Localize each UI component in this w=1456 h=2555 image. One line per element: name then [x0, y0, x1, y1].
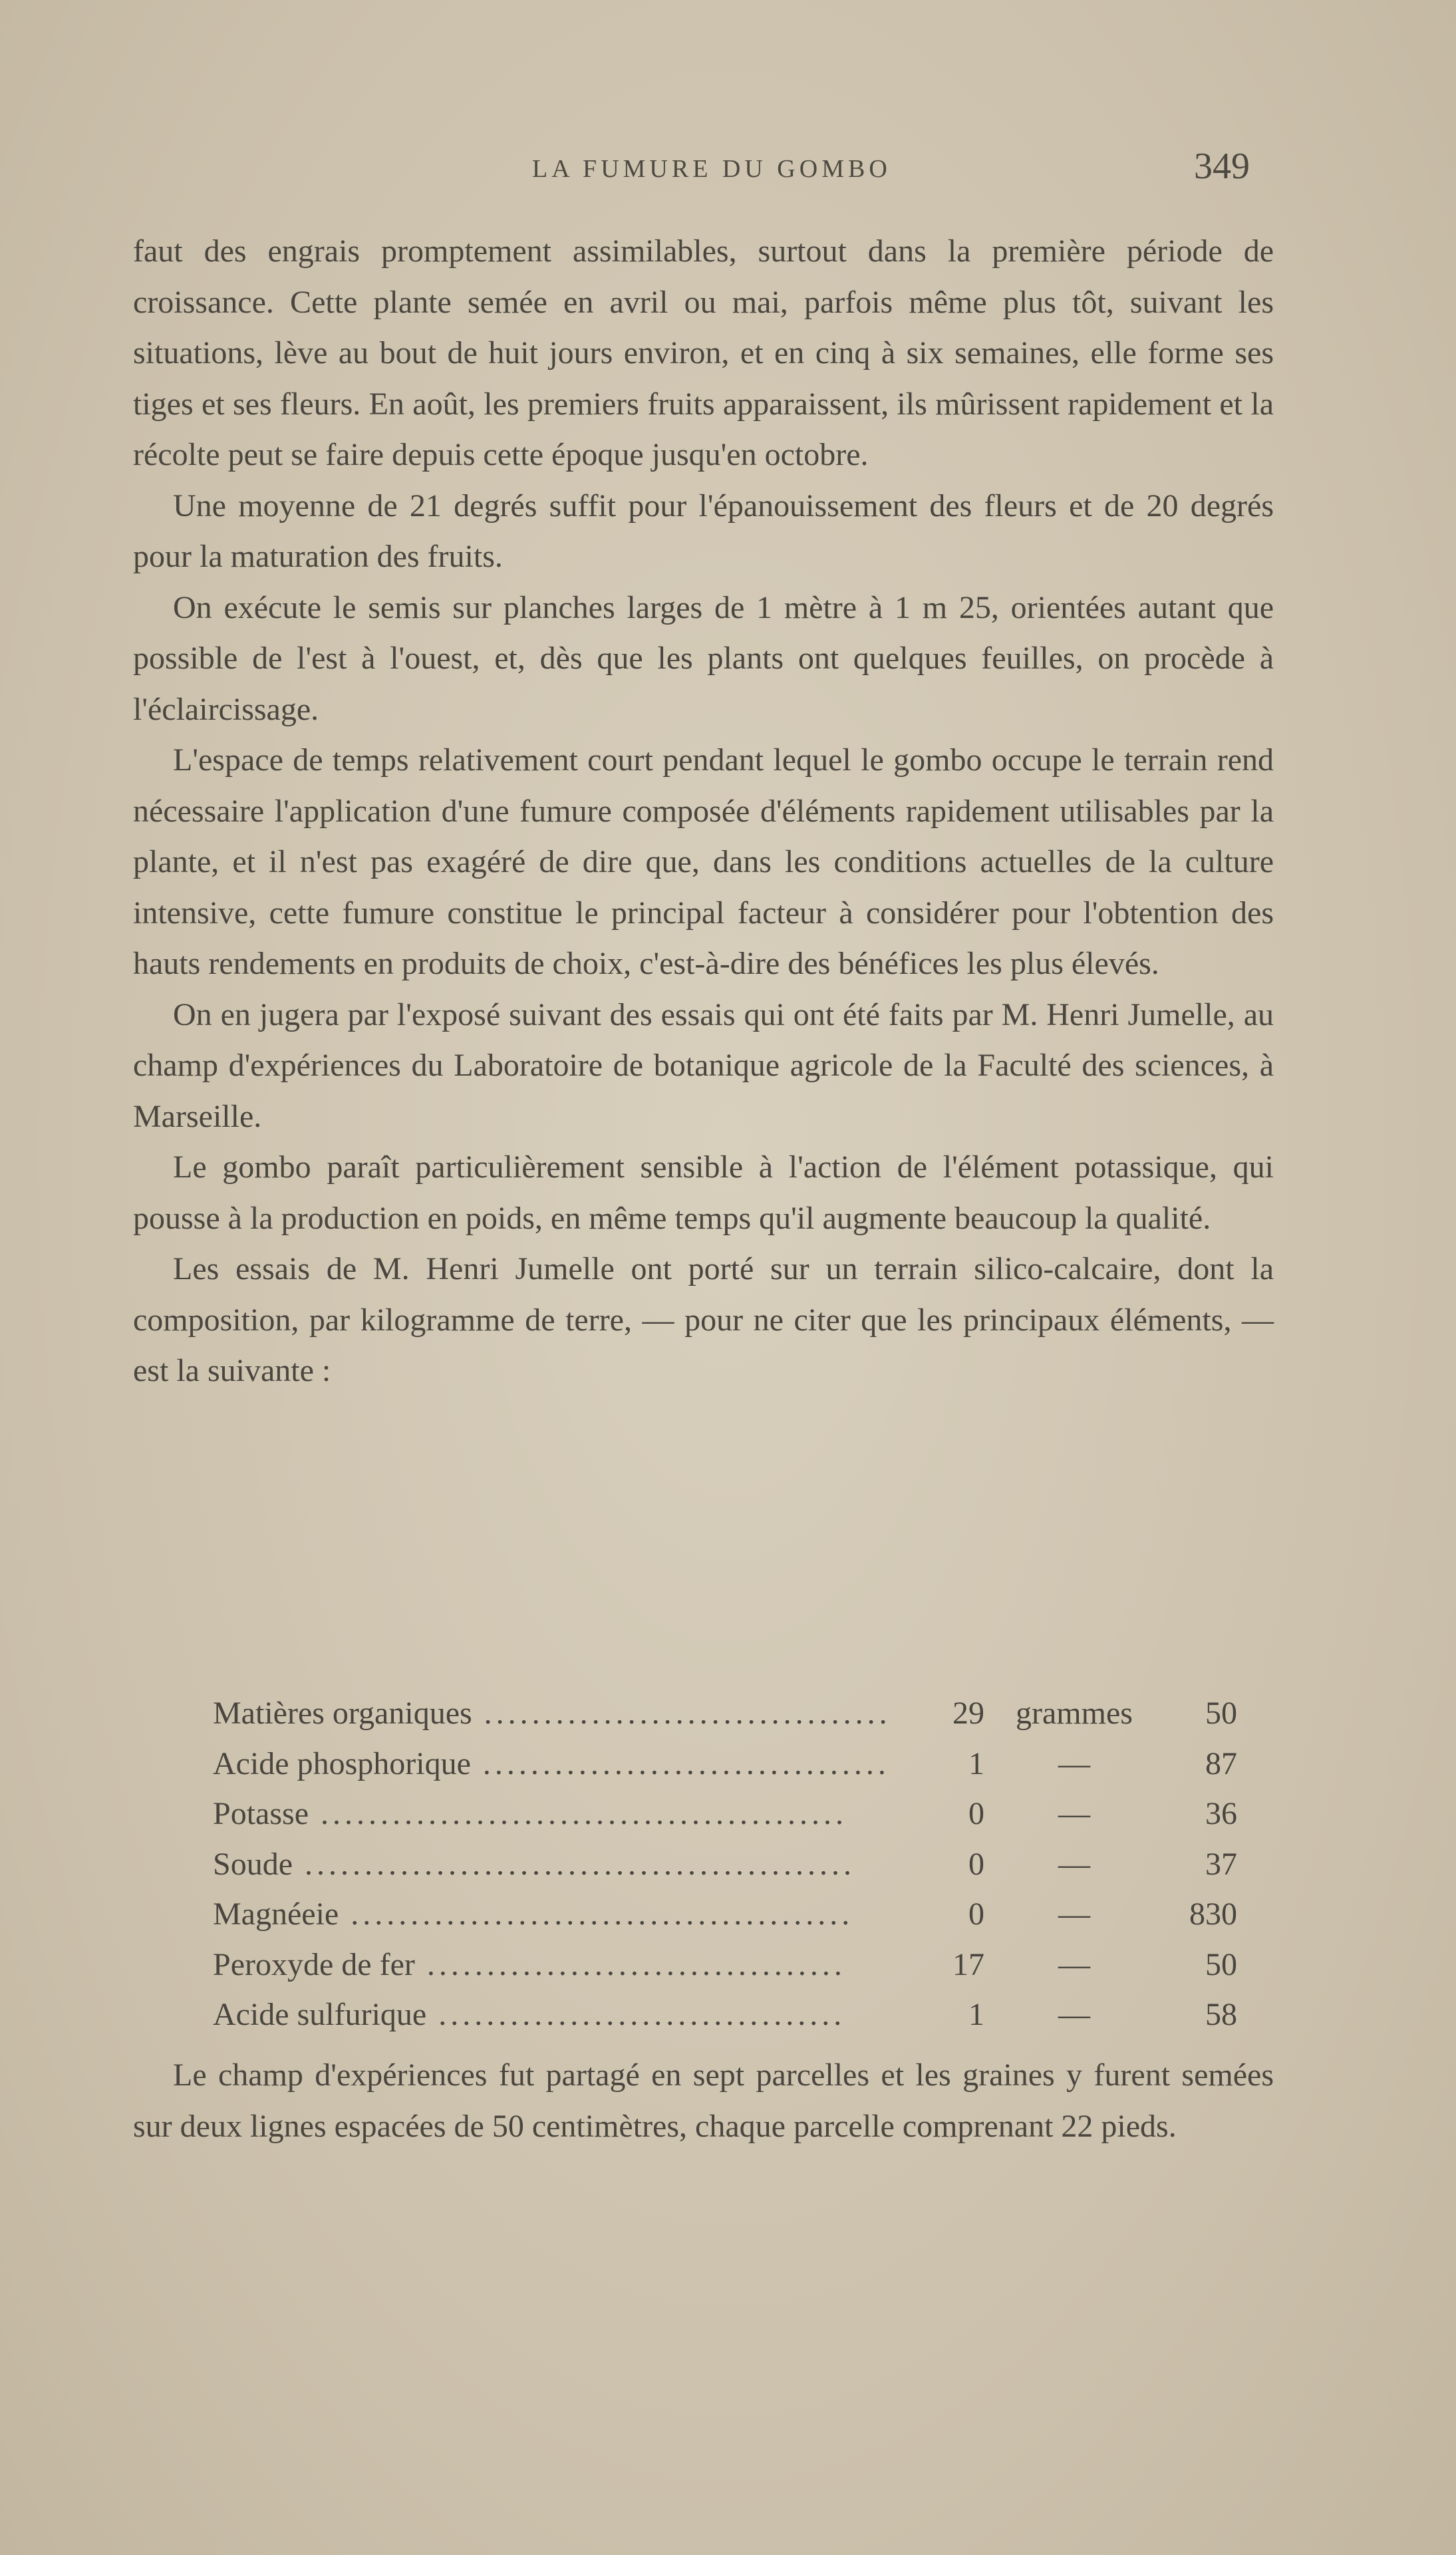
- element-name: Magnéeie ..........................................: [213, 1896, 854, 1932]
- element-value-integer: 0: [968, 1846, 984, 1882]
- element-value-integer: 1: [968, 1997, 984, 2032]
- paragraph: Le gombo paraît particulièrement sensible à l'action de l'élément potassique, qui pousse à la production en poids, en même temps qu'il augmente beaucoup la qualité.: [133, 1149, 1274, 1236]
- element-value-decimal: 37: [1205, 1846, 1237, 1882]
- element-name: Peroxyde de fer ...................................: [213, 1946, 846, 1982]
- element-name: Potasse ............................................: [213, 1796, 847, 1831]
- element-value-integer: 17: [952, 1946, 984, 1982]
- running-head: [0, 145, 1456, 198]
- paragraph: On en jugera par l'exposé suivant des essais qui ont été faits par M. Henri Jumelle, au champ d'expériences du Laboratoire de botanique agricole de la Faculté des sciences, à Marseille.: [133, 996, 1274, 1134]
- element-value-integer: 29: [952, 1696, 984, 1731]
- element-name: Acide phosphorique ..................................: [213, 1745, 890, 1781]
- element-value-integer: 0: [968, 1796, 984, 1831]
- element-unit: —: [1058, 1946, 1090, 1982]
- table-row: [213, 1688, 1237, 1739]
- element-value-decimal: 50: [1205, 1696, 1237, 1731]
- paragraph: faut des engrais promptement assimilables, surtout dans la première période de croissance. Cette plante semée en avril ou mai, parfois même plus tôt, suivant les situations, lève au bout de huit jours environ, et en cinq à six semaines, elle forme ses tiges et ses fleurs. En août, les premiers fruits apparaissent, ils mûrissent rapidement et la récolte peut se faire depuis cette époque jusqu'en octobre.: [133, 233, 1274, 472]
- element-value-decimal: 830: [1189, 1896, 1237, 1932]
- body-text-continued: [133, 2050, 1274, 2152]
- table-row: [213, 1889, 1237, 1940]
- element-unit: —: [1058, 1796, 1090, 1831]
- element-value-decimal: 50: [1205, 1946, 1237, 1982]
- element-unit: —: [1058, 1997, 1090, 2032]
- element-unit: —: [1058, 1896, 1090, 1932]
- element-name: Acide sulfurique ..................................: [213, 1997, 846, 2032]
- element-value-decimal: 58: [1205, 1997, 1237, 2032]
- table-row: [213, 1940, 1237, 1990]
- table-row: [213, 1739, 1237, 1789]
- element-unit: grammes: [1016, 1696, 1133, 1731]
- table-row: [213, 1789, 1237, 1839]
- paragraph: L'espace de temps relativement court pendant lequel le gombo occupe le terrain rend nécessaire l'application d'une fumure composée d'éléments rapidement utilisables par la plante, et il n'est pas exagéré de dire que, dans les conditions actuelles de la culture intensive, cette fumure constitue le principal facteur à considérer pour l'obtention des hauts rendements en produits de choix, c'est-à-dire des bénéfices les plus élevés.: [133, 742, 1274, 981]
- running-title: LA FUMURE DU GOMBO: [532, 155, 891, 183]
- element-value-decimal: 87: [1205, 1745, 1237, 1781]
- element-name: Matières organiques ..................................: [213, 1696, 891, 1731]
- page-number: 349: [1194, 146, 1250, 187]
- element-value-integer: 0: [968, 1896, 984, 1932]
- element-unit: —: [1058, 1745, 1090, 1781]
- element-value-decimal: 36: [1205, 1796, 1237, 1831]
- element-name: Soude ..............................................: [213, 1846, 855, 1882]
- soil-composition-table: [213, 1688, 1237, 2040]
- paragraph: Le champ d'expériences fut partagé en sept parcelles et les graines y furent semées sur deux lignes espacées de 50 centimètres, chaque parcelle comprenant 22 pieds.: [133, 2057, 1274, 2144]
- element-unit: —: [1058, 1846, 1090, 1882]
- paragraph: Une moyenne de 21 degrés suffit pour l'épanouissement des fleurs et de 20 degrés pour la maturation des fruits.: [133, 488, 1274, 574]
- table-row: [213, 1990, 1237, 2040]
- paragraph: Les essais de M. Henri Jumelle ont porté sur un terrain silico-calcaire, dont la composition, par kilogramme de terre, — pour ne citer que les principaux éléments, — est la suivante :: [133, 1251, 1274, 1388]
- table-row: [213, 1839, 1237, 1890]
- element-value-integer: 1: [968, 1745, 984, 1781]
- paragraph: On exécute le semis sur planches larges de 1 mètre à 1 m 25, orientées autant que possible de l'est à l'ouest, et, dès que les plants ont quelques feuilles, on procède à l'éclaircissage.: [133, 589, 1274, 727]
- body-text: [133, 226, 1274, 1397]
